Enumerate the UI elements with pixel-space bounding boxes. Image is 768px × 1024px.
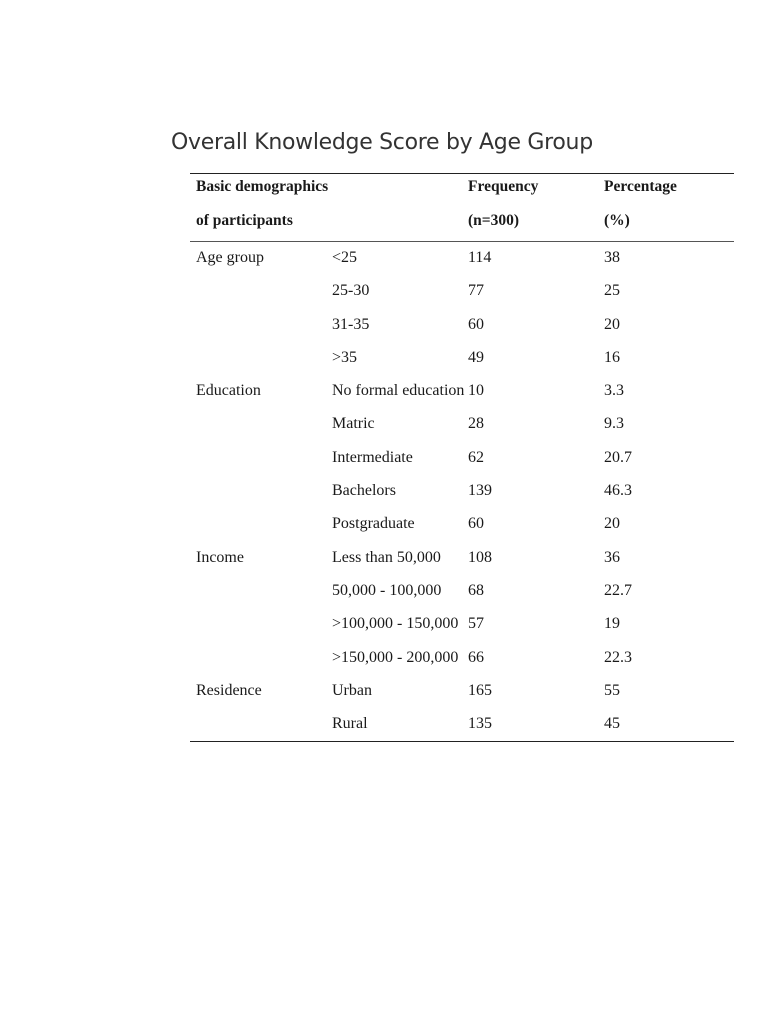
frequency-cell: 57 [468,615,484,633]
frequency-cell: 165 [468,681,492,699]
frequency-cell: 49 [468,348,484,366]
table-row [190,442,734,475]
percentage-cell: 46.3 [604,482,632,500]
percentage-cell: 19 [604,615,620,633]
frequency-cell: 77 [468,282,484,300]
table-row [190,708,734,741]
category-cell: Rural [332,715,368,733]
category-cell: 50,000 - 100,000 [332,581,442,599]
table-row [190,475,734,508]
group-cell: Residence [196,681,262,699]
frequency-cell: 66 [468,648,484,666]
header-demographics-line1: Basic demographics [196,178,329,195]
percentage-cell: 25 [604,282,620,300]
table-row [190,275,734,308]
group-cell: Income [196,548,244,566]
table-header-row-2 [190,208,734,242]
category-cell: Postgraduate [332,515,415,533]
percentage-cell: 45 [604,715,620,733]
category-cell: 31-35 [332,315,370,333]
group-cell: Education [196,382,261,400]
frequency-cell: 108 [468,548,492,566]
header-demographics-line2: of participants [196,211,293,229]
frequency-cell: 60 [468,515,484,533]
table-row [190,642,734,675]
table-row [190,508,734,541]
table-row [190,608,734,641]
frequency-cell: 28 [468,415,484,433]
frequency-cell: 68 [468,581,484,599]
percentage-cell: 20.7 [604,448,632,466]
table-row [190,309,734,342]
header-frequency-line1: Frequency [468,178,539,195]
percentage-cell: 9.3 [604,415,624,433]
category-cell: Intermediate [332,448,413,466]
table-row [190,242,734,275]
category-cell: 25-30 [332,282,370,300]
table-header-row-1 [190,174,734,208]
percentage-cell: 22.3 [604,648,632,666]
percentage-cell: 20 [604,515,620,533]
frequency-cell: 114 [468,249,492,266]
header-frequency-line2: (n=300) [468,211,520,229]
demographics-table [190,173,734,742]
category-cell: Less than 50,000 [332,548,441,566]
percentage-cell: 55 [604,681,620,699]
frequency-cell: 139 [468,482,492,500]
group-cell: Age group [196,249,264,266]
category-cell: Matric [332,415,375,433]
page-title: Overall Knowledge Score by Age Group [171,130,593,155]
percentage-cell: 3.3 [604,382,624,400]
table-row [190,675,734,708]
table-row [190,342,734,375]
category-cell: No formal education [332,382,465,400]
header-percentage-line2: (%) [604,211,630,229]
percentage-cell: 22.7 [604,581,632,599]
percentage-cell: 38 [604,249,620,266]
frequency-cell: 62 [468,448,484,466]
category-cell: Bachelors [332,482,396,500]
percentage-cell: 16 [604,348,620,366]
table-row [190,542,734,575]
table-body [190,242,734,741]
category-cell: Urban [332,681,372,699]
category-cell: >150,000 - 200,000 [332,648,459,666]
category-cell: >35 [332,348,358,366]
percentage-cell: 20 [604,315,620,333]
table-row [190,375,734,408]
frequency-cell: 10 [468,382,484,400]
percentage-cell: 36 [604,548,620,566]
table-row [190,408,734,441]
frequency-cell: 60 [468,315,484,333]
header-percentage-line1: Percentage [604,178,677,195]
frequency-cell: 135 [468,715,492,733]
category-cell: >100,000 - 150,000 [332,615,459,633]
table-row [190,575,734,608]
table-bottom-rule [190,741,734,742]
category-cell: <25 [332,249,358,266]
